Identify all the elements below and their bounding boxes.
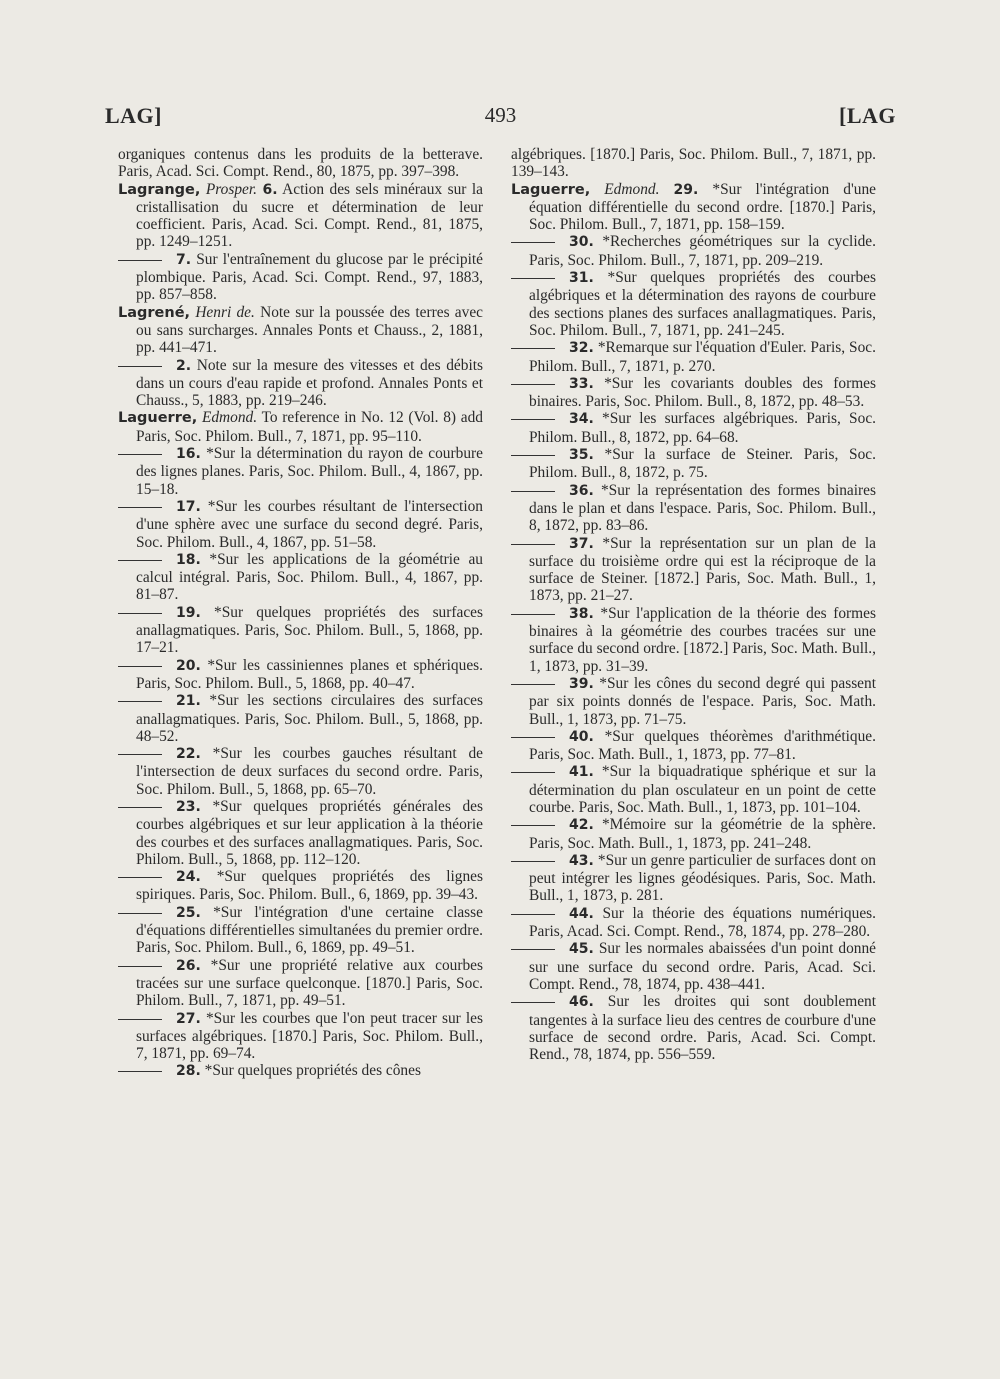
entry-text: *Sur les sections circulaires des surfaces anallagmatiques. Paris, Soc. Philom. Bull., 5, 1868, pp. 48–52.	[136, 692, 483, 745]
ditto-rule	[511, 455, 555, 456]
ditto-rule	[118, 807, 162, 808]
ditto-rule	[118, 966, 162, 967]
entry-number: 42.	[569, 817, 594, 834]
entry-text: *Sur les covariants doubles des formes binaires. Paris, Soc. Philom. Bull., 8, 1872, pp. 48–53.	[529, 374, 876, 411]
ditto-rule	[118, 877, 162, 878]
bibliography-entry	[511, 535, 876, 605]
entry-text: *Sur quelques propriétés des lignes spiriques. Paris, Soc. Philom. Bull., 6, 1869, pp. 39–43.	[136, 868, 483, 904]
ditto-rule	[118, 613, 162, 614]
entry-number: 37.	[569, 535, 594, 552]
bibliography-entry	[511, 233, 876, 269]
entry-text: Sur les normales abaissées d'un point donné sur une surface du second ordre. Paris, Acad. Sci. Compt. Rend., 78, 1874, pp. 438–441.	[529, 940, 876, 993]
entry-text: *Sur l'application de la théorie des formes binaires à la géométrie des courbes tracées sur une surface du second ordre. [1872.] Paris, Soc. Math. Bull., 1, 1873, pp. 31–39.	[529, 604, 876, 675]
entry-text: *Sur quelques propriétés générales des courbes algébriques et sur leur application à la théorie des courbes et des surfaces anallagmatiques. Paris, Soc. Philom. Bull., 5, 1868, pp. 112–120.	[136, 797, 483, 868]
entry-text: organiques contenus dans les produits de la betterave. Paris, Acad. Sci. Compt. Rend., 80, 1875, pp. 397–398.	[118, 146, 483, 181]
entry-number: 45.	[569, 941, 594, 958]
entry-text: *Sur quelques propriétés des courbes algébriques et la détermination des rayons de courbure des sections planes des surfaces anallagmatiques. Paris, Soc. Philom. Bull., 7, 1871, pp. 241–245.	[529, 269, 876, 339]
ditto-rule	[118, 454, 162, 455]
ditto-rule	[118, 754, 162, 755]
ditto-rule	[118, 366, 162, 367]
bibliography-entry	[511, 605, 876, 675]
author-surname: Laguerre,	[511, 181, 591, 198]
entry-text: Action des sels minéraux sur la cristallisation du sucre et détermination de leur coefficient. Paris, Acad. Sci. Compt. Rend., 81, 1875, pp. 1249–1251.	[136, 180, 483, 251]
bibliography-entry	[118, 604, 483, 657]
entry-text: Note sur la poussée des terres avec ou sans surcharges. Annales Ponts et Chauss., 2, 1881, pp. 441–471.	[136, 303, 483, 357]
entry-number: 21.	[176, 693, 201, 710]
entry-text: *Sur la détermination du rayon de courbure des lignes planes. Paris, Soc. Philom. Bull., 4, 1867, pp. 15–18.	[136, 445, 483, 498]
bibliography-entry	[511, 375, 876, 411]
bibliography-entry	[511, 181, 876, 234]
bibliography-entry	[118, 904, 483, 957]
bibliography-entry	[118, 957, 483, 1010]
bibliography-entry	[511, 993, 876, 1063]
ditto-rule	[118, 666, 162, 667]
entry-number: 34.	[569, 411, 594, 428]
bibliography-entry	[511, 816, 876, 852]
left-column	[118, 146, 483, 1081]
bibliography-entry	[118, 251, 483, 304]
entry-text: *Sur l'intégration d'une équation différentielle du second ordre. [1870.] Paris, Soc. Philom. Bull., 7, 1871, pp. 158–159.	[529, 180, 876, 234]
entry-number: 25.	[176, 904, 201, 921]
entry-number: 38.	[569, 605, 594, 622]
entry-number: 2.	[176, 357, 192, 374]
entry-text: Sur les droites qui sont doublement tangentes à la surface lieu des centres de courbure d'une surface de second ordre. Paris, Acad. Sci. Compt. Rend., 78, 1874, pp. 556–559.	[529, 993, 876, 1064]
running-head-right: [LAG	[839, 103, 896, 128]
entry-number: 33.	[569, 375, 594, 392]
bibliography-entry	[118, 357, 483, 410]
bibliography-entry	[511, 339, 876, 375]
ditto-rule	[118, 260, 162, 261]
author-given-name: Edmond.	[604, 180, 660, 198]
entry-number: 46.	[569, 994, 594, 1011]
entry-number: 41.	[569, 764, 594, 781]
entry-text: *Sur la représentation sur un plan de la surface du troisième ordre qui est la réciproque de la surface de Steiner. [1872.] Paris, Soc. Math. Bull., 1, 1873, pp. 21–27.	[529, 534, 876, 605]
bibliography-entry	[511, 482, 876, 535]
bibliography-entry	[511, 852, 876, 905]
bibliography-entry	[511, 728, 876, 764]
entry-text: *Sur les surfaces algébriques. Paris, Soc. Philom. Bull., 8, 1872, pp. 64–68.	[529, 410, 876, 446]
ditto-rule	[511, 491, 555, 492]
bibliography-entry	[118, 181, 483, 251]
bibliography-entry	[118, 146, 483, 181]
ditto-rule	[118, 507, 162, 508]
page-number: 493	[484, 103, 517, 127]
entry-text: *Mémoire sur la géométrie de la sphère. Paris, Soc. Math. Bull., 1, 1873, pp. 241–248.	[529, 816, 876, 852]
entry-text: Note sur la mesure des vitesses et des débits dans un cours d'eau rapide et profond. Annales Ponts et Chauss., 5, 1883, pp. 219–246.	[136, 356, 483, 410]
entry-number: 39.	[569, 675, 594, 692]
entry-text: *Recherches géométriques sur la cyclide. Paris, Soc. Philom. Bull., 7, 1871, pp. 209–219.	[529, 233, 876, 269]
ditto-rule	[511, 242, 555, 243]
entry-text: *Sur les applications de la géométrie au calcul intégral. Paris, Soc. Philom. Bull., 4, 1867, pp. 81–87.	[136, 550, 483, 604]
bibliography-entry	[118, 409, 483, 445]
entry-text: *Sur quelques théorèmes d'arithmétique. Paris, Soc. Math. Bull., 1, 1873, pp. 77–81.	[529, 727, 876, 764]
entry-number: 6.	[262, 181, 278, 198]
author-surname: Lagrené,	[118, 304, 191, 321]
entry-number: 26.	[176, 957, 201, 974]
ditto-rule	[511, 1002, 555, 1003]
entry-number: 18.	[176, 551, 201, 568]
bibliography-entry	[118, 551, 483, 604]
bibliography-entry	[118, 745, 483, 798]
ditto-rule	[118, 913, 162, 914]
entry-text: *Sur l'intégration d'une certaine classe d'équations différentielles simultanées du premier ordre. Paris, Soc. Philom. Bull., 6, 1869, pp. 49–51.	[136, 903, 483, 957]
entry-number: 17.	[176, 498, 201, 515]
author-surname: Laguerre,	[118, 410, 198, 427]
entry-text: *Remarque sur l'équation d'Euler. Paris, Soc. Philom. Bull., 7, 1871, p. 270.	[529, 339, 876, 375]
ditto-rule	[511, 949, 555, 950]
bibliography-entry	[118, 1062, 483, 1080]
ditto-rule	[118, 701, 162, 702]
bibliography-entry	[118, 304, 483, 357]
ditto-rule	[511, 348, 555, 349]
bibliography-entry	[511, 269, 876, 339]
entry-text: *Sur quelques propriétés des surfaces anallagmatiques. Paris, Soc. Philom. Bull., 5, 1868, pp. 17–21.	[136, 603, 483, 657]
ditto-rule	[511, 419, 555, 420]
bibliography-entry	[511, 763, 876, 816]
ditto-rule	[511, 544, 555, 545]
entry-number: 16.	[176, 446, 201, 463]
entry-text: *Sur les cônes du second degré qui passent par six points donnés de l'espace. Paris, Soc. Math. Bull., 1, 1873, pp. 71–75.	[529, 674, 876, 728]
ditto-rule	[511, 737, 555, 738]
entry-text: *Sur une propriété relative aux courbes tracées sur une surface quelconque. [1870.] Paris, Soc. Philom. Bull., 7, 1871, pp. 49–51.	[136, 956, 483, 1010]
bibliography-entry	[118, 868, 483, 904]
entry-text: Sur l'entraînement du glucose par le précipité plombique. Paris, Acad. Sci. Compt. Rend., 97, 1883, pp. 857–858.	[136, 250, 483, 304]
entry-number: 24.	[176, 869, 201, 886]
ditto-rule	[118, 1071, 162, 1072]
bibliography-entry	[118, 1010, 483, 1063]
ditto-rule	[118, 560, 162, 561]
ditto-rule	[511, 772, 555, 773]
ditto-rule	[511, 825, 555, 826]
bibliography-entry	[511, 905, 876, 941]
author-given-name: Edmond.	[201, 409, 258, 427]
entry-number: 44.	[569, 905, 594, 922]
bibliography-entry	[511, 446, 876, 482]
entry-text: *Sur la biquadratique sphérique et sur la détermination du plan osculateur en un point de cette courbe. Paris, Soc. Math. Bull., 1, 1873, pp. 101–104.	[529, 763, 876, 816]
entry-number: 27.	[176, 1010, 201, 1027]
ditto-rule	[511, 384, 555, 385]
entry-number: 29.	[673, 181, 699, 198]
bibliography-entry	[118, 445, 483, 498]
ditto-rule	[511, 278, 555, 279]
bibliography-entry	[118, 798, 483, 868]
entry-number: 30.	[569, 234, 594, 251]
ditto-rule	[511, 684, 555, 685]
entry-number: 23.	[176, 798, 201, 815]
entry-text: *Sur la surface de Steiner. Paris, Soc. Philom. Bull., 8, 1872, p. 75.	[529, 446, 876, 482]
entry-text: *Sur un genre particulier de surfaces dont on peut intégrer les lignes géodésiques. Paris, Soc. Math. Bull., 1, 1873, p. 281.	[529, 851, 876, 905]
author-given-name: Prosper.	[205, 180, 258, 198]
entry-text: *Sur les cassiniennes planes et sphériques. Paris, Soc. Philom. Bull., 5, 1868, pp. 40–47.	[136, 656, 483, 692]
entry-number: 19.	[176, 604, 201, 621]
ditto-rule	[511, 614, 555, 615]
entry-text: *Sur les courbes résultant de l'intersection d'une sphère avec une surface du second degré. Paris, Soc. Philom. Bull., 4, 1867, pp. 51–58.	[136, 497, 483, 551]
entry-number: 43.	[569, 852, 594, 869]
entry-number: 32.	[569, 340, 594, 357]
entry-number: 22.	[176, 746, 201, 763]
bibliography-entry	[511, 675, 876, 728]
entry-number: 36.	[569, 482, 594, 499]
ditto-rule	[511, 914, 555, 915]
author-given-name: Henri de.	[195, 303, 255, 321]
bibliography-entry	[118, 692, 483, 745]
page-header	[105, 103, 896, 133]
author-surname: Lagrange,	[118, 181, 201, 198]
entry-text: *Sur la représentation des formes binaires dans le plan et dans l'espace. Paris, Soc. Philom. Bull., 8, 1872, pp. 83–86.	[529, 481, 876, 535]
ditto-rule	[118, 1019, 162, 1020]
entry-text: *Sur les courbes que l'on peut tracer sur les surfaces algébriques. [1870.] Paris, Soc. Philom. Bull., 7, 1871, pp. 69–74.	[136, 1009, 483, 1063]
bibliography-entry	[118, 498, 483, 551]
ditto-rule	[511, 861, 555, 862]
entry-number: 35.	[569, 447, 594, 464]
bibliography-entry	[511, 410, 876, 446]
entry-number: 40.	[569, 728, 594, 745]
running-head-left: LAG]	[105, 103, 162, 128]
entry-text: *Sur les courbes gauches résultant de l'intersection de deux surfaces du second ordre. Paris, Soc. Philom. Bull., 5, 1868, pp. 65–70.	[136, 745, 483, 798]
entry-text: *Sur quelques propriétés des cônes	[204, 1062, 421, 1080]
entry-number: 28.	[176, 1063, 201, 1080]
entry-text: To reference in No. 12 (Vol. 8) add Paris, Soc. Philom. Bull., 7, 1871, pp. 95–110.	[136, 409, 483, 445]
right-column	[511, 146, 876, 1063]
entry-text: algébriques. [1870.] Paris, Soc. Philom. Bull., 7, 1871, pp. 139–143.	[511, 146, 876, 181]
bibliography-entry	[118, 657, 483, 693]
entry-text: Sur la théorie des équations numériques. Paris, Acad. Sci. Compt. Rend., 78, 1874, pp. 278–280.	[529, 904, 876, 941]
entry-number: 20.	[176, 657, 201, 674]
entry-number: 7.	[176, 251, 192, 268]
entry-number: 31.	[569, 270, 594, 287]
bibliography-entry	[511, 940, 876, 993]
bibliography-entry	[511, 146, 876, 181]
